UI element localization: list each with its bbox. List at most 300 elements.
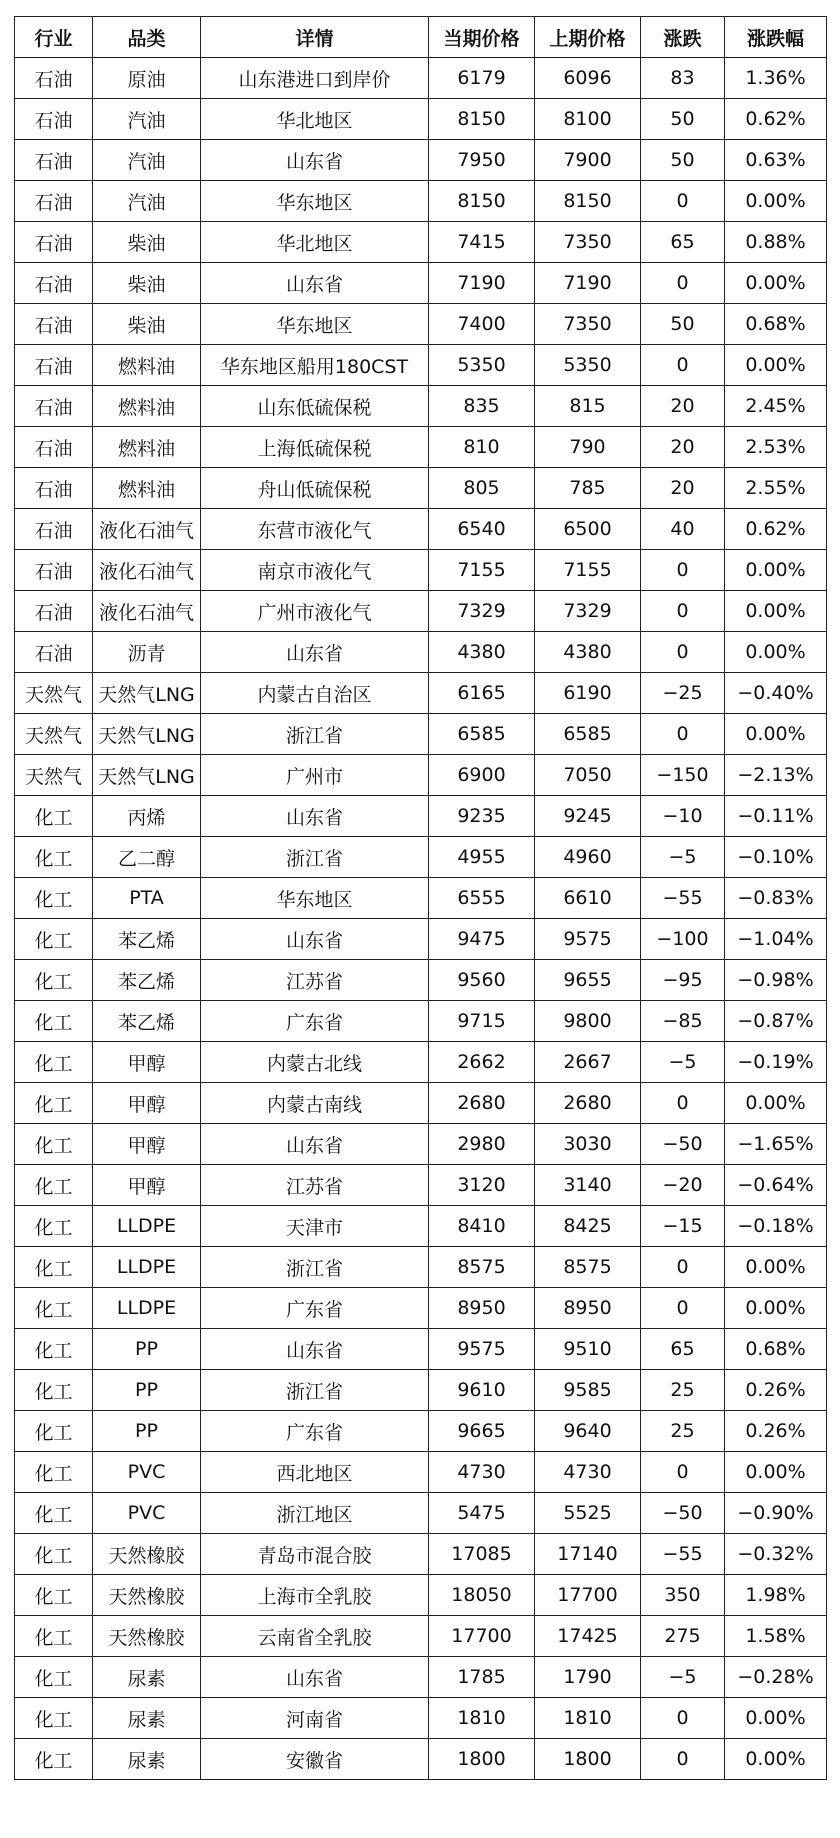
- table-row: [15, 878, 827, 919]
- cell-change: 0: [641, 263, 725, 304]
- cell-industry: 化工: [15, 960, 93, 1001]
- table-row: [15, 1575, 827, 1616]
- cell-industry: 石油: [15, 99, 93, 140]
- table-row: [15, 58, 827, 99]
- cell-change: 0: [641, 1083, 725, 1124]
- cell-change-percent: 0.00%: [725, 1698, 827, 1739]
- cell-change: 25: [641, 1370, 725, 1411]
- cell-category: 柴油: [93, 222, 201, 263]
- table-row: [15, 1247, 827, 1288]
- table-row: [15, 1001, 827, 1042]
- cell-industry: 化工: [15, 1657, 93, 1698]
- cell-category: 甲醇: [93, 1042, 201, 1083]
- cell-change: 0: [641, 1452, 725, 1493]
- cell-change: −150: [641, 755, 725, 796]
- cell-current-price: 6540: [429, 509, 535, 550]
- cell-category: 燃料油: [93, 386, 201, 427]
- table-row: [15, 755, 827, 796]
- cell-category: LLDPE: [93, 1288, 201, 1329]
- cell-current-price: 1785: [429, 1657, 535, 1698]
- cell-category: 柴油: [93, 263, 201, 304]
- cell-current-price: 810: [429, 427, 535, 468]
- cell-change-percent: −0.10%: [725, 837, 827, 878]
- cell-change: −100: [641, 919, 725, 960]
- cell-change: −20: [641, 1165, 725, 1206]
- cell-previous-price: 5525: [535, 1493, 641, 1534]
- cell-change-percent: 0.00%: [725, 591, 827, 632]
- cell-change: 0: [641, 345, 725, 386]
- cell-industry: 石油: [15, 591, 93, 632]
- cell-change-percent: 2.45%: [725, 386, 827, 427]
- cell-detail: 内蒙古自治区: [201, 673, 429, 714]
- cell-category: 尿素: [93, 1739, 201, 1780]
- cell-industry: 石油: [15, 222, 93, 263]
- cell-previous-price: 7350: [535, 222, 641, 263]
- cell-current-price: 18050: [429, 1575, 535, 1616]
- cell-previous-price: 785: [535, 468, 641, 509]
- cell-detail: 天津市: [201, 1206, 429, 1247]
- price-table: [14, 16, 827, 1780]
- cell-category: 燃料油: [93, 345, 201, 386]
- cell-previous-price: 8150: [535, 181, 641, 222]
- cell-change-percent: 0.26%: [725, 1411, 827, 1452]
- cell-detail: 广东省: [201, 1288, 429, 1329]
- cell-category: PVC: [93, 1493, 201, 1534]
- cell-category: 苯乙烯: [93, 919, 201, 960]
- cell-current-price: 17700: [429, 1616, 535, 1657]
- cell-current-price: 7950: [429, 140, 535, 181]
- table-row: [15, 632, 827, 673]
- cell-change: −25: [641, 673, 725, 714]
- cell-previous-price: 4960: [535, 837, 641, 878]
- cell-current-price: 7415: [429, 222, 535, 263]
- cell-change: 0: [641, 181, 725, 222]
- cell-previous-price: 1800: [535, 1739, 641, 1780]
- cell-current-price: 9575: [429, 1329, 535, 1370]
- cell-previous-price: 9640: [535, 1411, 641, 1452]
- table-row: [15, 181, 827, 222]
- cell-change-percent: 0.00%: [725, 550, 827, 591]
- cell-change: −50: [641, 1124, 725, 1165]
- cell-current-price: 6585: [429, 714, 535, 755]
- cell-industry: 石油: [15, 304, 93, 345]
- cell-previous-price: 8100: [535, 99, 641, 140]
- cell-category: 沥青: [93, 632, 201, 673]
- cell-industry: 化工: [15, 1452, 93, 1493]
- cell-current-price: 9475: [429, 919, 535, 960]
- cell-change-percent: 0.63%: [725, 140, 827, 181]
- cell-category: PP: [93, 1329, 201, 1370]
- table-row: [15, 1616, 827, 1657]
- cell-category: 天然气LNG: [93, 714, 201, 755]
- cell-change: 20: [641, 427, 725, 468]
- cell-industry: 化工: [15, 919, 93, 960]
- cell-current-price: 7190: [429, 263, 535, 304]
- table-row: [15, 919, 827, 960]
- cell-change: 20: [641, 386, 725, 427]
- table-row: [15, 99, 827, 140]
- cell-current-price: 6179: [429, 58, 535, 99]
- table-row: [15, 140, 827, 181]
- cell-category: 甲醇: [93, 1165, 201, 1206]
- cell-previous-price: 6610: [535, 878, 641, 919]
- cell-industry: 化工: [15, 1206, 93, 1247]
- cell-change-percent: 0.00%: [725, 1247, 827, 1288]
- header-detail: 详情: [201, 17, 429, 58]
- cell-current-price: 5475: [429, 1493, 535, 1534]
- cell-previous-price: 6096: [535, 58, 641, 99]
- cell-change: 0: [641, 714, 725, 755]
- cell-previous-price: 7329: [535, 591, 641, 632]
- cell-industry: 化工: [15, 878, 93, 919]
- cell-current-price: 2680: [429, 1083, 535, 1124]
- cell-change: 0: [641, 1698, 725, 1739]
- cell-detail: 广东省: [201, 1001, 429, 1042]
- cell-change: 65: [641, 1329, 725, 1370]
- cell-detail: 广州市液化气: [201, 591, 429, 632]
- cell-industry: 石油: [15, 181, 93, 222]
- table-row: [15, 1739, 827, 1780]
- cell-detail: 内蒙古北线: [201, 1042, 429, 1083]
- cell-category: 丙烯: [93, 796, 201, 837]
- cell-change: −55: [641, 878, 725, 919]
- cell-change-percent: −1.04%: [725, 919, 827, 960]
- cell-change-percent: −0.64%: [725, 1165, 827, 1206]
- table-row: [15, 837, 827, 878]
- cell-current-price: 2980: [429, 1124, 535, 1165]
- table-row: [15, 1124, 827, 1165]
- cell-previous-price: 9245: [535, 796, 641, 837]
- cell-change-percent: 0.62%: [725, 509, 827, 550]
- cell-detail: 东营市液化气: [201, 509, 429, 550]
- cell-industry: 化工: [15, 1698, 93, 1739]
- cell-current-price: 9665: [429, 1411, 535, 1452]
- cell-change: −55: [641, 1534, 725, 1575]
- cell-current-price: 17085: [429, 1534, 535, 1575]
- cell-category: 燃料油: [93, 468, 201, 509]
- cell-current-price: 9235: [429, 796, 535, 837]
- table-row: [15, 386, 827, 427]
- table-row: [15, 960, 827, 1001]
- cell-detail: 浙江省: [201, 1247, 429, 1288]
- cell-previous-price: 9510: [535, 1329, 641, 1370]
- cell-detail: 山东省: [201, 263, 429, 304]
- cell-current-price: 8410: [429, 1206, 535, 1247]
- cell-change-percent: −0.98%: [725, 960, 827, 1001]
- cell-category: 原油: [93, 58, 201, 99]
- cell-category: 天然气LNG: [93, 755, 201, 796]
- cell-previous-price: 790: [535, 427, 641, 468]
- cell-category: 天然橡胶: [93, 1534, 201, 1575]
- cell-category: 甲醇: [93, 1083, 201, 1124]
- cell-industry: 化工: [15, 1001, 93, 1042]
- cell-current-price: 6555: [429, 878, 535, 919]
- cell-industry: 石油: [15, 58, 93, 99]
- cell-current-price: 4730: [429, 1452, 535, 1493]
- cell-previous-price: 17700: [535, 1575, 641, 1616]
- cell-industry: 化工: [15, 1411, 93, 1452]
- cell-previous-price: 4730: [535, 1452, 641, 1493]
- cell-previous-price: 4380: [535, 632, 641, 673]
- cell-change-percent: 0.68%: [725, 1329, 827, 1370]
- cell-detail: 江苏省: [201, 960, 429, 1001]
- cell-industry: 化工: [15, 1124, 93, 1165]
- cell-industry: 化工: [15, 1288, 93, 1329]
- cell-previous-price: 7900: [535, 140, 641, 181]
- cell-change-percent: 2.55%: [725, 468, 827, 509]
- cell-detail: 山东省: [201, 140, 429, 181]
- cell-change: 0: [641, 550, 725, 591]
- cell-detail: 浙江地区: [201, 1493, 429, 1534]
- table-row: [15, 1329, 827, 1370]
- cell-detail: 内蒙古南线: [201, 1083, 429, 1124]
- table-row: [15, 1206, 827, 1247]
- cell-change: 0: [641, 632, 725, 673]
- cell-detail: 云南省全乳胶: [201, 1616, 429, 1657]
- cell-industry: 化工: [15, 1493, 93, 1534]
- cell-detail: 浙江省: [201, 837, 429, 878]
- cell-category: PP: [93, 1370, 201, 1411]
- table-row: [15, 1165, 827, 1206]
- cell-current-price: 7155: [429, 550, 535, 591]
- table-row: [15, 1493, 827, 1534]
- table-row: [15, 1698, 827, 1739]
- header-change: 涨跌: [641, 17, 725, 58]
- cell-previous-price: 6585: [535, 714, 641, 755]
- cell-change-percent: 0.68%: [725, 304, 827, 345]
- cell-detail: 浙江省: [201, 714, 429, 755]
- cell-industry: 石油: [15, 140, 93, 181]
- cell-current-price: 8950: [429, 1288, 535, 1329]
- cell-previous-price: 1790: [535, 1657, 641, 1698]
- header-previous-price: 上期价格: [535, 17, 641, 58]
- cell-current-price: 7400: [429, 304, 535, 345]
- cell-previous-price: 815: [535, 386, 641, 427]
- cell-category: 天然气LNG: [93, 673, 201, 714]
- header-current-price: 当期价格: [429, 17, 535, 58]
- table-row: [15, 509, 827, 550]
- cell-category: LLDPE: [93, 1206, 201, 1247]
- cell-change: 350: [641, 1575, 725, 1616]
- cell-category: 乙二醇: [93, 837, 201, 878]
- cell-current-price: 805: [429, 468, 535, 509]
- header-industry: 行业: [15, 17, 93, 58]
- cell-industry: 化工: [15, 1739, 93, 1780]
- table-row: [15, 263, 827, 304]
- table-row: [15, 591, 827, 632]
- cell-change-percent: −0.83%: [725, 878, 827, 919]
- cell-category: PP: [93, 1411, 201, 1452]
- cell-detail: 西北地区: [201, 1452, 429, 1493]
- cell-change-percent: −1.65%: [725, 1124, 827, 1165]
- cell-detail: 安徽省: [201, 1739, 429, 1780]
- cell-category: 天然橡胶: [93, 1616, 201, 1657]
- cell-category: LLDPE: [93, 1247, 201, 1288]
- cell-previous-price: 6190: [535, 673, 641, 714]
- cell-change-percent: 1.98%: [725, 1575, 827, 1616]
- cell-detail: 广州市: [201, 755, 429, 796]
- cell-detail: 华东地区: [201, 878, 429, 919]
- cell-detail: 华东地区: [201, 304, 429, 345]
- cell-change: 40: [641, 509, 725, 550]
- cell-detail: 广东省: [201, 1411, 429, 1452]
- cell-industry: 石油: [15, 632, 93, 673]
- cell-category: 汽油: [93, 181, 201, 222]
- cell-change: 0: [641, 1739, 725, 1780]
- cell-industry: 化工: [15, 1042, 93, 1083]
- cell-industry: 石油: [15, 263, 93, 304]
- cell-industry: 天然气: [15, 755, 93, 796]
- cell-change: 0: [641, 591, 725, 632]
- cell-change: −10: [641, 796, 725, 837]
- cell-detail: 河南省: [201, 1698, 429, 1739]
- cell-industry: 化工: [15, 1165, 93, 1206]
- cell-change-percent: 0.00%: [725, 1288, 827, 1329]
- cell-current-price: 4955: [429, 837, 535, 878]
- cell-change-percent: −0.90%: [725, 1493, 827, 1534]
- cell-industry: 化工: [15, 1083, 93, 1124]
- cell-change-percent: −0.19%: [725, 1042, 827, 1083]
- cell-industry: 天然气: [15, 714, 93, 755]
- cell-category: 汽油: [93, 140, 201, 181]
- table-row: [15, 222, 827, 263]
- table-row: [15, 550, 827, 591]
- cell-previous-price: 3140: [535, 1165, 641, 1206]
- cell-change-percent: 0.00%: [725, 1452, 827, 1493]
- cell-detail: 青岛市混合胶: [201, 1534, 429, 1575]
- cell-change: 83: [641, 58, 725, 99]
- cell-detail: 山东省: [201, 796, 429, 837]
- cell-previous-price: 9655: [535, 960, 641, 1001]
- cell-category: 天然橡胶: [93, 1575, 201, 1616]
- cell-change: 20: [641, 468, 725, 509]
- table-row: [15, 1042, 827, 1083]
- table-row: [15, 1370, 827, 1411]
- cell-previous-price: 9575: [535, 919, 641, 960]
- cell-category: 液化石油气: [93, 591, 201, 632]
- cell-current-price: 6165: [429, 673, 535, 714]
- cell-change-percent: −0.28%: [725, 1657, 827, 1698]
- cell-change-percent: −2.13%: [725, 755, 827, 796]
- cell-change: −95: [641, 960, 725, 1001]
- table-row: [15, 1452, 827, 1493]
- cell-detail: 江苏省: [201, 1165, 429, 1206]
- cell-current-price: 4380: [429, 632, 535, 673]
- cell-previous-price: 8425: [535, 1206, 641, 1247]
- cell-category: 液化石油气: [93, 550, 201, 591]
- table-row: [15, 468, 827, 509]
- cell-current-price: 8150: [429, 99, 535, 140]
- cell-category: 汽油: [93, 99, 201, 140]
- table-row: [15, 714, 827, 755]
- cell-current-price: 1800: [429, 1739, 535, 1780]
- cell-current-price: 835: [429, 386, 535, 427]
- cell-previous-price: 3030: [535, 1124, 641, 1165]
- cell-change-percent: 0.62%: [725, 99, 827, 140]
- table-row: [15, 304, 827, 345]
- cell-change-percent: −0.40%: [725, 673, 827, 714]
- cell-category: PTA: [93, 878, 201, 919]
- cell-detail: 山东省: [201, 632, 429, 673]
- cell-current-price: 3120: [429, 1165, 535, 1206]
- cell-change-percent: 0.00%: [725, 632, 827, 673]
- cell-category: 尿素: [93, 1698, 201, 1739]
- cell-previous-price: 7155: [535, 550, 641, 591]
- cell-change-percent: 0.00%: [725, 345, 827, 386]
- table-body: [15, 58, 827, 1780]
- cell-previous-price: 1810: [535, 1698, 641, 1739]
- cell-current-price: 1810: [429, 1698, 535, 1739]
- cell-change-percent: 1.58%: [725, 1616, 827, 1657]
- cell-industry: 石油: [15, 345, 93, 386]
- cell-industry: 化工: [15, 837, 93, 878]
- cell-change-percent: 2.53%: [725, 427, 827, 468]
- cell-current-price: 9610: [429, 1370, 535, 1411]
- cell-change: 50: [641, 304, 725, 345]
- cell-current-price: 8575: [429, 1247, 535, 1288]
- cell-change-percent: −0.87%: [725, 1001, 827, 1042]
- cell-change-percent: 1.36%: [725, 58, 827, 99]
- cell-change: −15: [641, 1206, 725, 1247]
- cell-previous-price: 17425: [535, 1616, 641, 1657]
- cell-detail: 南京市液化气: [201, 550, 429, 591]
- cell-change: −5: [641, 837, 725, 878]
- cell-change-percent: 0.26%: [725, 1370, 827, 1411]
- cell-detail: 山东低硫保税: [201, 386, 429, 427]
- cell-previous-price: 17140: [535, 1534, 641, 1575]
- cell-change: −50: [641, 1493, 725, 1534]
- cell-previous-price: 5350: [535, 345, 641, 386]
- cell-category: 甲醇: [93, 1124, 201, 1165]
- cell-change: −5: [641, 1657, 725, 1698]
- table-header-row: [15, 17, 827, 58]
- cell-detail: 浙江省: [201, 1370, 429, 1411]
- cell-detail: 山东省: [201, 1124, 429, 1165]
- cell-detail: 华东地区船用180CST: [201, 345, 429, 386]
- table-row: [15, 345, 827, 386]
- table-row: [15, 1288, 827, 1329]
- cell-industry: 石油: [15, 468, 93, 509]
- cell-previous-price: 7190: [535, 263, 641, 304]
- cell-category: 燃料油: [93, 427, 201, 468]
- cell-industry: 化工: [15, 796, 93, 837]
- cell-industry: 石油: [15, 427, 93, 468]
- cell-current-price: 5350: [429, 345, 535, 386]
- cell-previous-price: 8950: [535, 1288, 641, 1329]
- cell-change: 0: [641, 1247, 725, 1288]
- cell-change-percent: −0.32%: [725, 1534, 827, 1575]
- cell-change: 50: [641, 99, 725, 140]
- cell-detail: 华北地区: [201, 99, 429, 140]
- cell-industry: 化工: [15, 1534, 93, 1575]
- cell-previous-price: 7050: [535, 755, 641, 796]
- cell-change: 50: [641, 140, 725, 181]
- cell-category: 液化石油气: [93, 509, 201, 550]
- cell-detail: 山东省: [201, 1657, 429, 1698]
- cell-current-price: 7329: [429, 591, 535, 632]
- cell-change-percent: −0.11%: [725, 796, 827, 837]
- cell-industry: 化工: [15, 1247, 93, 1288]
- header-category: 品类: [93, 17, 201, 58]
- cell-category: 柴油: [93, 304, 201, 345]
- cell-detail: 华北地区: [201, 222, 429, 263]
- cell-change-percent: 0.00%: [725, 1083, 827, 1124]
- cell-current-price: 9715: [429, 1001, 535, 1042]
- cell-change: −5: [641, 1042, 725, 1083]
- table-row: [15, 673, 827, 714]
- header-change-percent: 涨跌幅: [725, 17, 827, 58]
- cell-change: 0: [641, 1288, 725, 1329]
